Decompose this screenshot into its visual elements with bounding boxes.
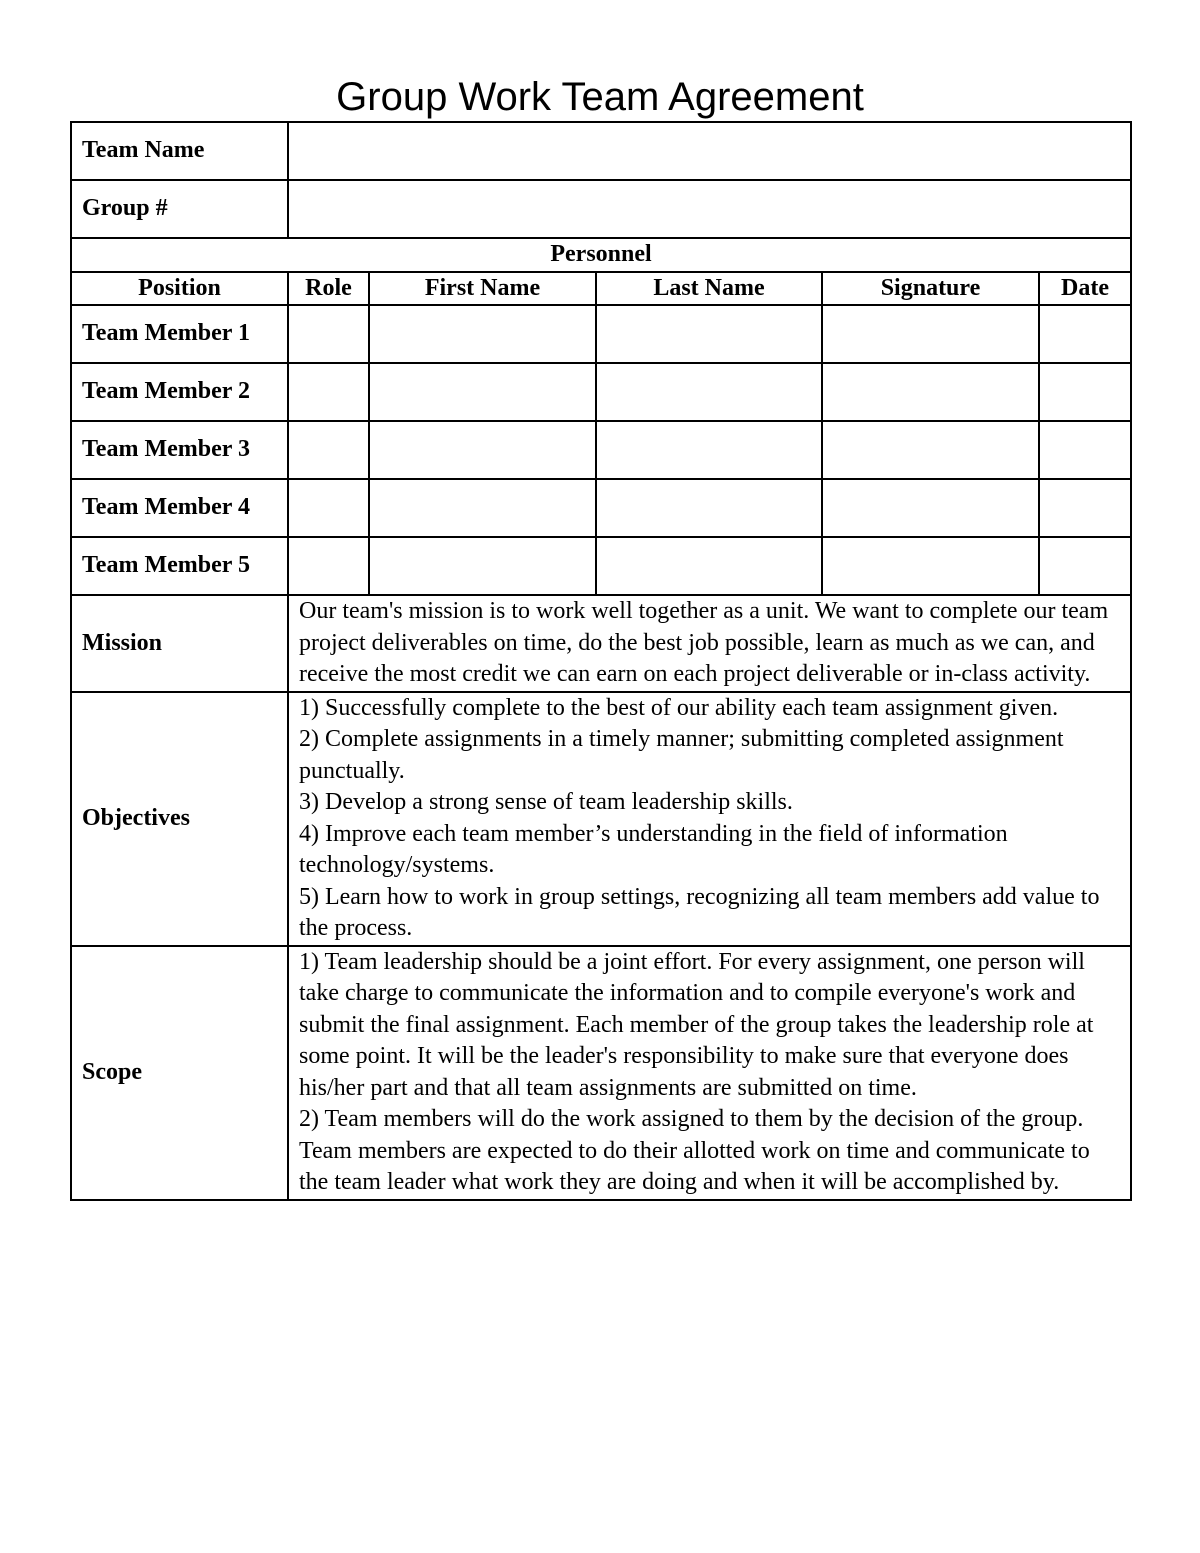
member-signature-cell[interactable] [822, 363, 1039, 421]
personnel-column-headers [71, 272, 1131, 306]
objective-item: 3) Develop a strong sense of team leadership skills. [299, 789, 793, 815]
member-last-name-cell[interactable] [596, 479, 822, 537]
personnel-heading: Personnel [71, 238, 1131, 272]
member-last-name-cell[interactable] [596, 363, 822, 421]
member-signature-cell[interactable] [822, 421, 1039, 479]
member-date-cell[interactable] [1039, 421, 1131, 479]
member-date-cell[interactable] [1039, 479, 1131, 537]
table-row [71, 537, 1131, 595]
member-role-cell[interactable] [288, 305, 369, 363]
table-row [71, 479, 1131, 537]
member-position: Team Member 1 [71, 305, 288, 363]
member-date-cell[interactable] [1039, 305, 1131, 363]
page-title: Group Work Team Agreement [336, 75, 864, 119]
scope-item: 1) Team leadership should be a joint effort. For every assignment, one person will take charge to communicate the information and to compile everyone's work and submit the final assignment. Each member of the group takes the leadership role at some point. It will be the leader's responsibility to make sure that everyone does his/her part and that all team assignments are submitted on time. [299, 948, 1094, 1101]
member-role-cell[interactable] [288, 363, 369, 421]
member-last-name-cell[interactable] [596, 421, 822, 479]
objective-item: 5) Learn how to work in group settings, recognizing all team members add value to the process. [299, 883, 1100, 941]
objectives-label: Objectives [71, 692, 288, 946]
member-position: Team Member 3 [71, 421, 288, 479]
objective-item: 2) Complete assignments in a timely manner; submitting completed assignment punctually. [299, 726, 1064, 784]
scope-row [71, 946, 1131, 1200]
member-role-cell[interactable] [288, 537, 369, 595]
member-signature-cell[interactable] [822, 305, 1039, 363]
member-first-name-cell[interactable] [369, 479, 596, 537]
objective-item: 4) Improve each team member’s understanding in the field of information technology/systems. [299, 820, 1008, 878]
mission-text [288, 595, 1131, 692]
objective-item: 1) Successfully complete to the best of our ability each team assignment given. [299, 694, 1059, 721]
column-header-first-name: First Name [369, 272, 596, 306]
table-row [71, 421, 1131, 479]
column-header-position: Position [71, 272, 288, 306]
personnel-heading-row [71, 238, 1131, 272]
group-number-field[interactable] [288, 180, 1131, 238]
member-role-cell[interactable] [288, 421, 369, 479]
member-position: Team Member 4 [71, 479, 288, 537]
scope-item: 2) Team members will do the work assigned to them by the decision of the group. Team members are expected to do their allotted work on time and communicate to the team leader what work they are doing and when it will be accomplished by. [299, 1106, 1090, 1195]
member-first-name-cell[interactable] [369, 421, 596, 479]
objectives-text [288, 692, 1131, 946]
column-header-date: Date [1039, 272, 1131, 306]
member-position: Team Member 2 [71, 363, 288, 421]
member-first-name-cell[interactable] [369, 363, 596, 421]
scope-text [288, 946, 1131, 1200]
mission-row [71, 595, 1131, 692]
table-row [71, 305, 1131, 363]
member-last-name-cell[interactable] [596, 537, 822, 595]
member-role-cell[interactable] [288, 479, 369, 537]
member-signature-cell[interactable] [822, 479, 1039, 537]
column-header-signature: Signature [822, 272, 1039, 306]
group-number-row [71, 180, 1131, 238]
table-row [71, 363, 1131, 421]
mission-label: Mission [71, 595, 288, 692]
mission-statement: Our team's mission is to work well together as a unit. We want to complete our team project deliverables on time, do the best job possible, learn as much as we can, and receive the most credit we can earn on each project deliverable or in-class activity. [299, 598, 1109, 687]
team-name-label: Team Name [71, 122, 288, 180]
member-position: Team Member 5 [71, 537, 288, 595]
member-first-name-cell[interactable] [369, 537, 596, 595]
scope-label: Scope [71, 946, 288, 1200]
team-agreement-table [70, 121, 1132, 1201]
member-date-cell[interactable] [1039, 363, 1131, 421]
column-header-role: Role [288, 272, 369, 306]
column-header-last-name: Last Name [596, 272, 822, 306]
team-name-row [71, 122, 1131, 180]
group-number-label: Group # [71, 180, 288, 238]
member-signature-cell[interactable] [822, 537, 1039, 595]
member-last-name-cell[interactable] [596, 305, 822, 363]
team-name-field[interactable] [288, 122, 1131, 180]
member-date-cell[interactable] [1039, 537, 1131, 595]
objectives-row [71, 692, 1131, 946]
member-first-name-cell[interactable] [369, 305, 596, 363]
